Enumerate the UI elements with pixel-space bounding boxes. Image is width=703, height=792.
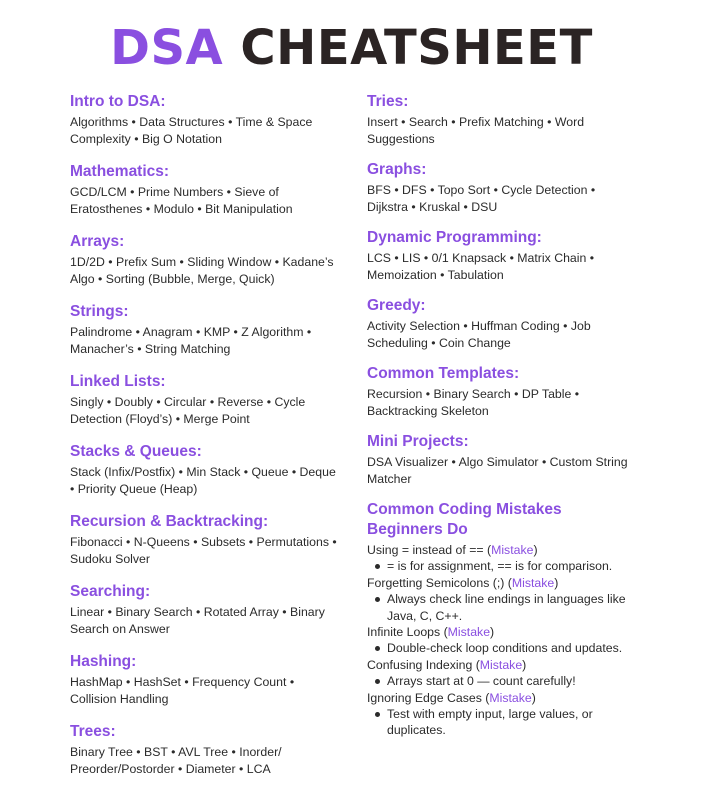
section-body: Algorithms • Data Structures • Time & Space Complexity • Big O Notation	[70, 115, 313, 146]
mistake-issue: Ignoring Edge Cases	[367, 690, 482, 705]
section-common-templates	[367, 364, 637, 419]
section-heading: Strings:	[70, 303, 129, 320]
section-greedy	[367, 296, 637, 351]
mistake-tip: = is for assignment, == is for comparison.	[367, 558, 637, 574]
section-heading: Greedy:	[367, 297, 426, 314]
section-body: Activity Selection • Huffman Coding • Job Scheduling • Coin Change	[367, 319, 591, 350]
section-dynamic-programming	[367, 228, 637, 283]
mistake-tag: Mistake	[479, 657, 523, 672]
title-dsa: DSA	[110, 20, 224, 76]
section-stacks-queues	[70, 442, 342, 497]
section-strings	[70, 302, 342, 357]
section-heading: Tries:	[367, 93, 409, 110]
mistake-tip: Arrays start at 0 — count carefully!	[367, 673, 637, 689]
section-tries	[367, 92, 637, 147]
section-body: LCS • LIS • 0/1 Knapsack • Matrix Chain • Memoization • Tabulation	[367, 251, 595, 282]
title-cheatsheet: CHEATSHEET	[240, 20, 593, 76]
section-body: Fibonacci • N-Queens • Subsets • Permutations • Sudoku Solver	[70, 535, 337, 566]
right-column	[367, 92, 637, 752]
section-linked-lists	[70, 372, 342, 427]
section-body: DSA Visualizer • Algo Simulator • Custom String Matcher	[367, 455, 628, 486]
mistake-item: Confusing Indexing (Mistake)	[367, 657, 527, 672]
mistake-item: Ignoring Edge Cases (Mistake)	[367, 690, 536, 705]
section-heading: Searching:	[70, 583, 151, 600]
section-heading: Common Templates:	[367, 365, 520, 382]
section-heading: Stacks & Queues:	[70, 443, 202, 460]
mistake-tip: Test with empty input, large values, or duplicates.	[367, 706, 637, 739]
section-arrays	[70, 232, 342, 287]
section-searching	[70, 582, 342, 637]
section-trees	[70, 722, 342, 777]
section-heading: Arrays:	[70, 233, 125, 250]
section-heading: Linked Lists:	[70, 373, 166, 390]
mistake-issue: Infinite Loops	[367, 625, 441, 640]
section-mathematics	[70, 162, 342, 217]
mistake-item: Infinite Loops (Mistake)	[367, 625, 495, 640]
mistake-issue: Forgetting Semicolons (;)	[367, 575, 505, 590]
section-heading: Graphs:	[367, 161, 427, 178]
section-body: Stack (Infix/Postfix) • Min Stack • Queue • Deque • Priority Queue (Heap)	[70, 465, 336, 496]
mistake-tag: Mistake	[489, 690, 532, 705]
section-heading: Mini Projects:	[367, 433, 469, 450]
section-graphs	[367, 160, 637, 215]
mistake-tag: Mistake	[447, 625, 491, 640]
page-title	[0, 20, 703, 76]
mistake-item: Forgetting Semicolons (;) (Mistake)	[367, 575, 559, 590]
mistake-tip: Double-check loop conditions and updates.	[367, 640, 637, 656]
mistake-issue: Confusing Indexing	[367, 657, 473, 672]
section-body: Insert • Search • Prefix Matching • Word Suggestions	[367, 115, 585, 146]
section-body: 1D/2D • Prefix Sum • Sliding Window • Kadane’s Algo • Sorting (Bubble, Merge, Quick)	[70, 255, 334, 286]
section-heading: Hashing:	[70, 653, 137, 670]
left-column	[70, 92, 342, 792]
section-body: Palindrome • Anagram • KMP • Z Algorithm • Manacher’s • String Matching	[70, 325, 312, 356]
section-body: Linear • Binary Search • Rotated Array • Binary Search on Answer	[70, 605, 325, 636]
mistake-item: Using = instead of == (Mistake)	[367, 543, 538, 557]
section-body: Binary Tree • BST • AVL Tree • Inorder/ Preorder/Postorder • Diameter • LCA	[70, 745, 282, 776]
section-body: GCD/LCM • Prime Numbers • Sieve of Eratosthenes • Modulo • Bit Manipulation	[70, 185, 293, 216]
section-heading: Dynamic Programming:	[367, 229, 542, 246]
section-heading: Common Coding Mistakes Beginners Do	[367, 501, 562, 538]
section-intro	[70, 92, 342, 147]
section-body: Recursion • Binary Search • DP Table • Backtracking Skeleton	[367, 387, 580, 418]
mistake-issue: Using = instead of ==	[367, 543, 484, 557]
section-body: HashMap • HashSet • Frequency Count • Collision Handling	[70, 675, 295, 706]
section-heading: Intro to DSA:	[70, 93, 166, 110]
section-recursion	[70, 512, 342, 567]
mistake-tag: Mistake	[511, 575, 555, 590]
mistake-tip: Always check line endings in languages like Java, C, C++.	[367, 591, 637, 624]
section-common-mistakes	[367, 500, 637, 739]
section-body: Singly • Doubly • Circular • Reverse • Cycle Detection (Floyd’s) • Merge Point	[70, 395, 306, 426]
mistake-tag: Mistake	[491, 543, 534, 557]
section-heading: Trees:	[70, 723, 116, 740]
section-hashing	[70, 652, 342, 707]
section-heading: Mathematics:	[70, 163, 170, 180]
section-mini-projects	[367, 432, 637, 487]
section-heading: Recursion & Backtracking:	[70, 513, 269, 530]
section-body: BFS • DFS • Topo Sort • Cycle Detection • Dijkstra • Kruskal • DSU	[367, 183, 596, 214]
